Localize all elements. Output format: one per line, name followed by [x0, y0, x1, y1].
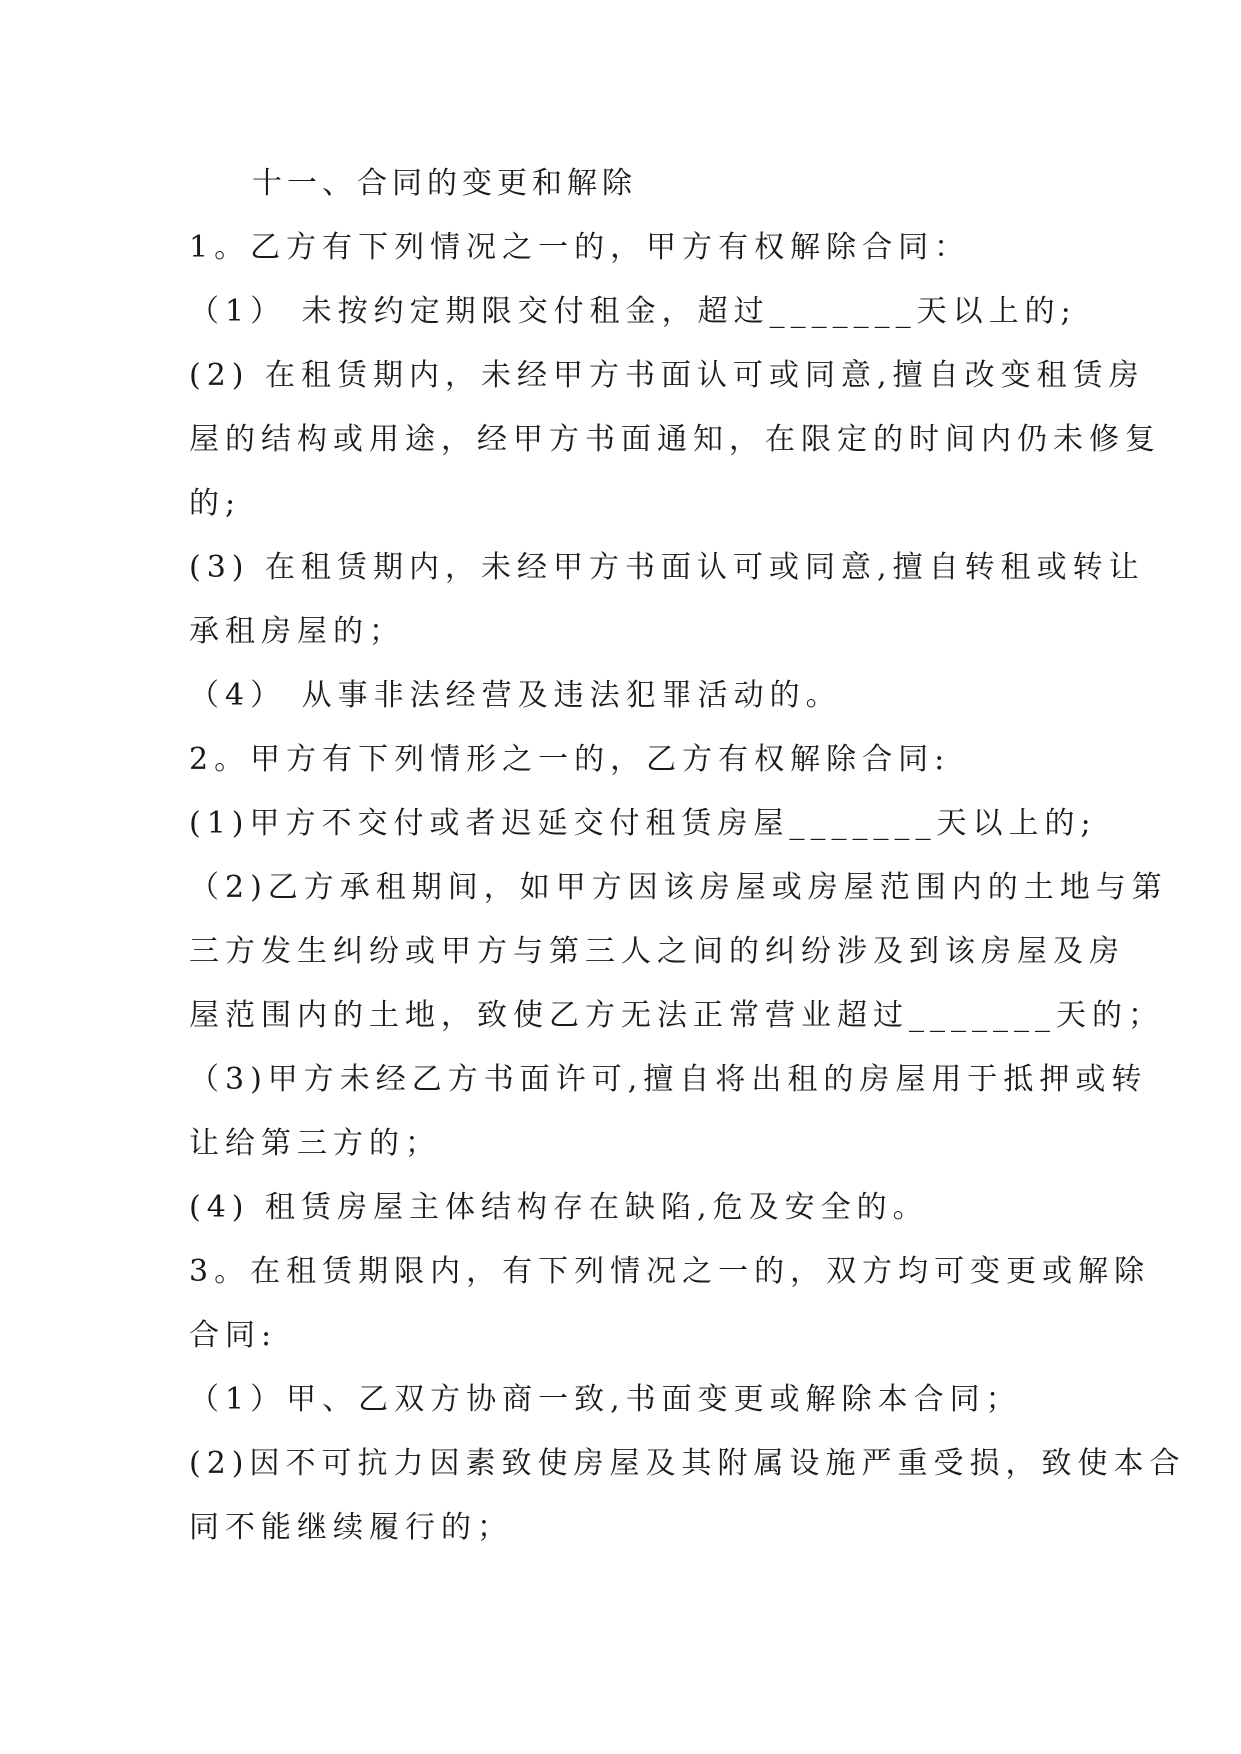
clause-1-heading: 1。乙方有下列情况之一的，甲方有权解除合同： — [189, 230, 971, 265]
clause-2-heading: 2。甲方有下列情形之一的，乙方有权解除合同: — [189, 742, 951, 777]
clause-2-item-2-line-3: 屋范围内的土地，致使乙方无法正常营业超过_______天的； — [189, 998, 1164, 1033]
clause-1-item-3-line-1: (3) 在租赁期内，未经甲方书面认可或同意,擅自转租或转让 — [189, 550, 1145, 585]
clause-1-item-4: （4） 从事非法经营及违法犯罪活动的。 — [189, 678, 842, 713]
clause-1-item-1: （1） 未按约定期限交付租金，超过_______天以上的; — [189, 294, 1077, 329]
clause-2-item-3-line-2: 让给第三方的； — [189, 1126, 441, 1161]
clause-2-item-3-line-1: （3)甲方未经乙方书面许可,擅自将出租的房屋用于抵押或转 — [189, 1062, 1148, 1097]
clause-3-item-2-line-2: 同不能继续履行的； — [189, 1510, 513, 1545]
clause-3-item-1: （1）甲、乙双方协商一致,书面变更或解除本合同； — [189, 1382, 1022, 1417]
clause-1-item-3-line-2: 承租房屋的； — [189, 614, 405, 649]
clause-1-item-2-line-3: 的; — [189, 486, 242, 521]
clause-2-item-1: (1)甲方不交付或者迟延交付租赁房屋_______天以上的; — [189, 806, 1097, 841]
clause-1-item-2-line-1: (2) 在租赁期内，未经甲方书面认可或同意,擅自改变租赁房 — [189, 358, 1145, 393]
clause-2-item-2-line-1: （2)乙方承租期间，如甲方因该房屋或房屋范围内的土地与第 — [189, 870, 1168, 905]
clause-1-item-2-line-2: 屋的结构或用途，经甲方书面通知，在限定的时间内仍未修复 — [189, 422, 1161, 457]
clause-3-heading-line-2: 合同: — [189, 1318, 278, 1353]
clause-3-item-2-line-1: (2)因不可抗力因素致使房屋及其附属设施严重受损，致使本合 — [189, 1446, 1186, 1481]
clause-3-heading-line-1: 3。在租赁期限内，有下列情况之一的，双方均可变更或解除 — [189, 1254, 1151, 1289]
section-title: 十一、合同的变更和解除 — [252, 166, 637, 201]
clause-2-item-2-line-2: 三方发生纠纷或甲方与第三人之间的纠纷涉及到该房屋及房 — [189, 934, 1125, 969]
clause-2-item-4: (4) 租赁房屋主体结构存在缺陷,危及安全的。 — [189, 1190, 929, 1225]
